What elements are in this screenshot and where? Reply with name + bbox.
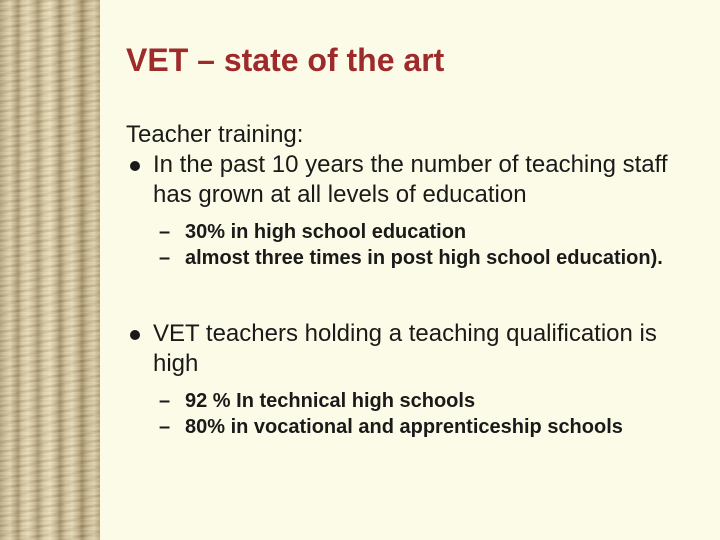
bullet-dot-icon: [130, 161, 140, 171]
dash-icon: –: [159, 390, 171, 412]
bullet-text: In the past 10 years the number of teaching staff has grown at all levels of education: [153, 151, 668, 208]
sub-item-text: 30% in high school education: [185, 221, 467, 243]
dash-icon: –: [159, 247, 171, 269]
sub-item-text: almost three times in post high school education).: [185, 247, 663, 269]
sub-item-text: 92 % In technical high schools: [185, 390, 476, 412]
slide-body: [126, 120, 706, 440]
sub-item: [126, 245, 706, 271]
dash-icon: –: [159, 221, 171, 243]
sub-item: [126, 414, 706, 440]
slide-title: VET – state of the art: [126, 42, 445, 78]
bullet-item-1: [126, 150, 706, 210]
bullet-dot-icon: [130, 330, 140, 340]
dash-icon: –: [159, 416, 171, 438]
sub-item: [126, 219, 706, 245]
bullet-item-2: [126, 319, 706, 379]
sub-item-text: 80% in vocational and apprenticeship schools: [185, 416, 623, 438]
sub-list-2: [126, 388, 706, 440]
sub-list-1: [126, 219, 706, 271]
bullet-text: VET teachers holding a teaching qualification is high: [153, 320, 657, 377]
section-heading: Teacher training:: [126, 121, 304, 148]
decorative-side-border: [0, 0, 100, 540]
sub-item: [126, 388, 706, 414]
spacer: [126, 271, 706, 319]
